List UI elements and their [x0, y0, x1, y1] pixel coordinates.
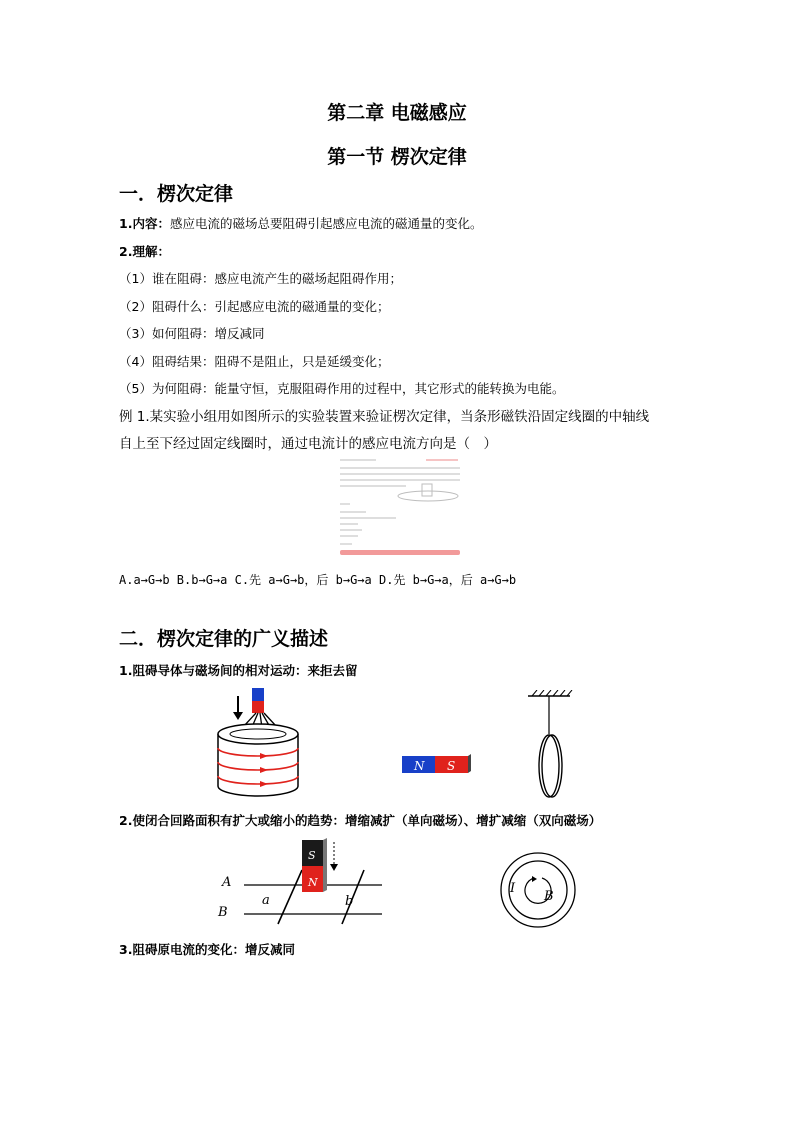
- svg-text:A: A: [222, 875, 232, 890]
- hanging-ring-figure: [524, 690, 574, 802]
- generalized-item-2: 2.使闭合回路面积有扩大或缩小的趋势：增缩减扩（单向磁场）、增扩减缩（双向磁场）: [119, 813, 602, 828]
- svg-text:N: N: [414, 759, 425, 773]
- svg-text:N: N: [308, 876, 318, 889]
- content-label: 1.内容：: [119, 216, 170, 231]
- example-line-1: 例 1.某实验小组用如图所示的实验装置来验证楞次定律，当条形磁铁沿固定线圈的中轴线: [119, 409, 650, 425]
- content-text: 感应电流的磁场总要阻碍引起感应电流的磁通量的变化。: [169, 216, 483, 231]
- svg-text:b: b: [345, 894, 354, 909]
- understand-item-5: （5）为何阻碍：能量守恒，克服阻碍作用的过程中，其它形式的能转换为电能。: [119, 381, 565, 396]
- understand-item-1: （1）谁在阻碍：感应电流产生的磁场起阻碍作用；: [119, 271, 402, 286]
- generalized-item-1: 1.阻碍导体与磁场间的相对运动：来拒去留: [119, 663, 358, 678]
- magnet-coil-figure: [208, 686, 308, 798]
- example-options: A.a→G→b B.b→G→a C.先 a→G→b，后 b→G→a D.先 b→G→a，后 a→G→b: [119, 573, 517, 587]
- section-title: 第一节 楞次定律: [327, 146, 467, 168]
- content-line: [119, 214, 482, 232]
- understand-item-2: （2）阻碍什么：引起感应电流的磁通量的变化；: [119, 299, 390, 314]
- understand-item-4: （4）阻碍结果：阻碍不是阻止，只是延缓变化；: [119, 354, 390, 369]
- heading-part2: 二．楞次定律的广义描述: [119, 628, 329, 650]
- understand-item-3: （3）如何阻碍：增反减同: [119, 326, 265, 341]
- example-screenshot-thumbnail: [336, 454, 464, 558]
- svg-text:a: a: [262, 893, 270, 908]
- svg-text:B: B: [218, 905, 228, 920]
- svg-text:S: S: [308, 849, 316, 862]
- rails-magnet-figure: [214, 836, 386, 926]
- heading-part1: 一．楞次定律: [119, 183, 234, 205]
- bar-magnet-figure: [400, 753, 472, 777]
- example-line-2: 自上至下经过固定线圈时，通过电流计的感应电流方向是（ ）: [119, 436, 497, 452]
- generalized-item-3: 3.阻碍原电流的变化：增反减同: [119, 942, 295, 957]
- concentric-rings-figure: [498, 850, 578, 930]
- svg-text:S: S: [447, 759, 456, 773]
- svg-text:I: I: [510, 881, 516, 896]
- chapter-title: 第二章 电磁感应: [327, 102, 467, 124]
- understand-label: 2.理解：: [119, 244, 170, 259]
- svg-text:B: B: [544, 889, 554, 904]
